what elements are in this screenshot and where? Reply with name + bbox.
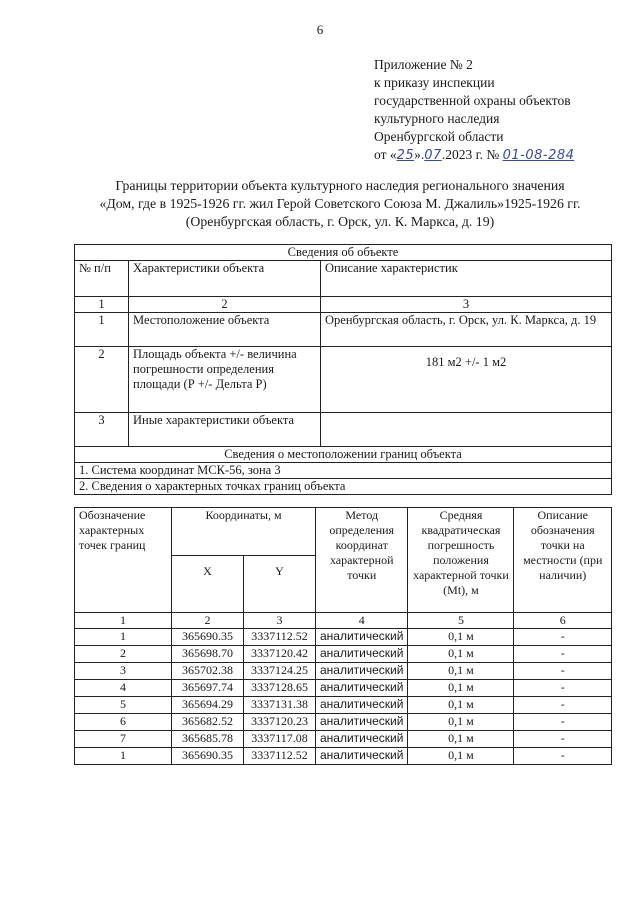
appendix-line-4: культурного наследия: [374, 111, 500, 126]
point-error: 0,1 м: [408, 663, 514, 680]
coord-system: 1. Система координат МСК-56, зона 3: [75, 463, 612, 479]
order-day: 25: [396, 148, 415, 163]
x-header: X: [172, 556, 244, 613]
y-header: Y: [244, 556, 316, 613]
point-error: 0,1 м: [408, 731, 514, 748]
marker-header: Описание обозначения точки на местности (при наличии): [514, 508, 612, 613]
point-number: 7: [75, 731, 172, 748]
point-method: аналитический: [316, 646, 408, 663]
table-row: [75, 731, 612, 748]
appendix-line-2: к приказу инспекции: [374, 75, 495, 90]
col-index: 3: [321, 297, 612, 313]
table-row: [75, 413, 612, 447]
points-section-title: 2. Сведения о характерных точках границ объекта: [75, 479, 612, 495]
table-row: [75, 714, 612, 731]
point-number: 4: [75, 680, 172, 697]
table-row: [75, 313, 612, 347]
table-row: [75, 347, 612, 413]
point-x: 365694.29: [172, 697, 244, 714]
point-x: 365702.38: [172, 663, 244, 680]
point-x: 365690.35: [172, 629, 244, 646]
point-method: аналитический: [316, 731, 408, 748]
point-error: 0,1 м: [408, 748, 514, 765]
row-number: 3: [75, 413, 129, 447]
error-header: Средняя квадратическая погрешность положения характерной точки (Mt), м: [408, 508, 514, 613]
point-error: 0,1 м: [408, 714, 514, 731]
title-line-2: «Дом, где в 1925-1926 гг. жил Герой Советского Союза М. Джалиль»1925-1926 гг.: [99, 196, 581, 211]
appendix-header: [374, 56, 574, 165]
col-char-header: Характеристики объекта: [129, 261, 321, 297]
point-number: 2: [75, 646, 172, 663]
point-marker: -: [514, 663, 612, 680]
point-y: 3337112.52: [244, 629, 316, 646]
col-index: 6: [514, 613, 612, 629]
row-description: [321, 413, 612, 447]
point-x: 365690.35: [172, 748, 244, 765]
point-error: 0,1 м: [408, 646, 514, 663]
point-marker: -: [514, 748, 612, 765]
col-index: 1: [75, 297, 129, 313]
point-number: 1: [75, 629, 172, 646]
point-error: 0,1 м: [408, 629, 514, 646]
appendix-line-1: Приложение № 2: [374, 57, 473, 72]
point-error: 0,1 м: [408, 697, 514, 714]
row-number: 2: [75, 347, 129, 413]
col-index: 3: [244, 613, 316, 629]
point-marker: -: [514, 646, 612, 663]
coords-header: Координаты, м: [172, 508, 316, 556]
point-marker: -: [514, 680, 612, 697]
point-y: 3337124.25: [244, 663, 316, 680]
point-error: 0,1 м: [408, 680, 514, 697]
point-x: 365682.52: [172, 714, 244, 731]
point-method: аналитический: [316, 629, 408, 646]
designation-header: Обозначение характерных точек границ: [75, 508, 172, 613]
point-number: 5: [75, 697, 172, 714]
row-characteristic: Площадь объекта +/- величина погрешности определения площади (Р +/- Дельта Р): [129, 347, 321, 413]
boundary-points-table: [74, 507, 612, 765]
row-number: 1: [75, 313, 129, 347]
point-marker: -: [514, 714, 612, 731]
point-marker: -: [514, 731, 612, 748]
point-method: аналитический: [316, 680, 408, 697]
row-characteristic: Иные характеристики объекта: [129, 413, 321, 447]
point-marker: -: [514, 697, 612, 714]
page-number: 6: [316, 22, 324, 37]
col-index: 5: [408, 613, 514, 629]
col-index: 2: [129, 297, 321, 313]
appendix-line-5: Оренбургской области: [374, 129, 504, 144]
col-index: 2: [172, 613, 244, 629]
point-method: аналитический: [316, 714, 408, 731]
order-month: 07: [424, 148, 442, 163]
appendix-line-3: государственной охраны объектов: [374, 93, 571, 108]
order-prefix: от «: [374, 147, 397, 162]
point-x: 365685.78: [172, 731, 244, 748]
order-year: .2023 г. №: [441, 147, 500, 162]
object-section-title: Сведения об объекте: [75, 245, 612, 261]
point-y: 3337128.65: [244, 680, 316, 697]
point-method: аналитический: [316, 663, 408, 680]
point-number: 6: [75, 714, 172, 731]
table-row: [75, 646, 612, 663]
object-info-table: [74, 244, 612, 495]
row-description: 181 м2 +/- 1 м2: [321, 347, 612, 413]
document-title: [40, 177, 640, 231]
point-marker: -: [514, 629, 612, 646]
table-row: [75, 663, 612, 680]
col-desc-header: Описание характеристик: [321, 261, 612, 297]
method-header: Метод определения координат характерной точки: [316, 508, 408, 613]
title-line-1: Границы территории объекта культурного наследия регионального значения: [115, 178, 565, 193]
row-characteristic: Местоположение объекта: [129, 313, 321, 347]
point-y: 3337112.52: [244, 748, 316, 765]
order-mid: ».: [414, 147, 425, 162]
point-number: 3: [75, 663, 172, 680]
col-index: 4: [316, 613, 408, 629]
order-line: [374, 146, 574, 165]
row-description: Оренбургская область, г. Орск, ул. К. Маркса, д. 19: [321, 313, 612, 347]
points-body: [75, 629, 612, 765]
table-row: [75, 748, 612, 765]
point-y: 3337117.08: [244, 731, 316, 748]
order-number: 01-08-284: [502, 148, 575, 163]
col-num-header: № п/п: [75, 261, 129, 297]
location-section-title: Сведения о местоположении границ объекта: [75, 447, 612, 463]
point-number: 1: [75, 748, 172, 765]
col-index: 1: [75, 613, 172, 629]
point-x: 365698.70: [172, 646, 244, 663]
table-row: [75, 697, 612, 714]
point-y: 3337120.23: [244, 714, 316, 731]
point-y: 3337131.38: [244, 697, 316, 714]
point-method: аналитический: [316, 697, 408, 714]
point-x: 365697.74: [172, 680, 244, 697]
point-y: 3337120.42: [244, 646, 316, 663]
table-row: [75, 629, 612, 646]
title-line-3: (Оренбургская область, г. Орск, ул. К. Маркса, д. 19): [185, 214, 495, 229]
point-method: аналитический: [316, 748, 408, 765]
table-row: [75, 680, 612, 697]
